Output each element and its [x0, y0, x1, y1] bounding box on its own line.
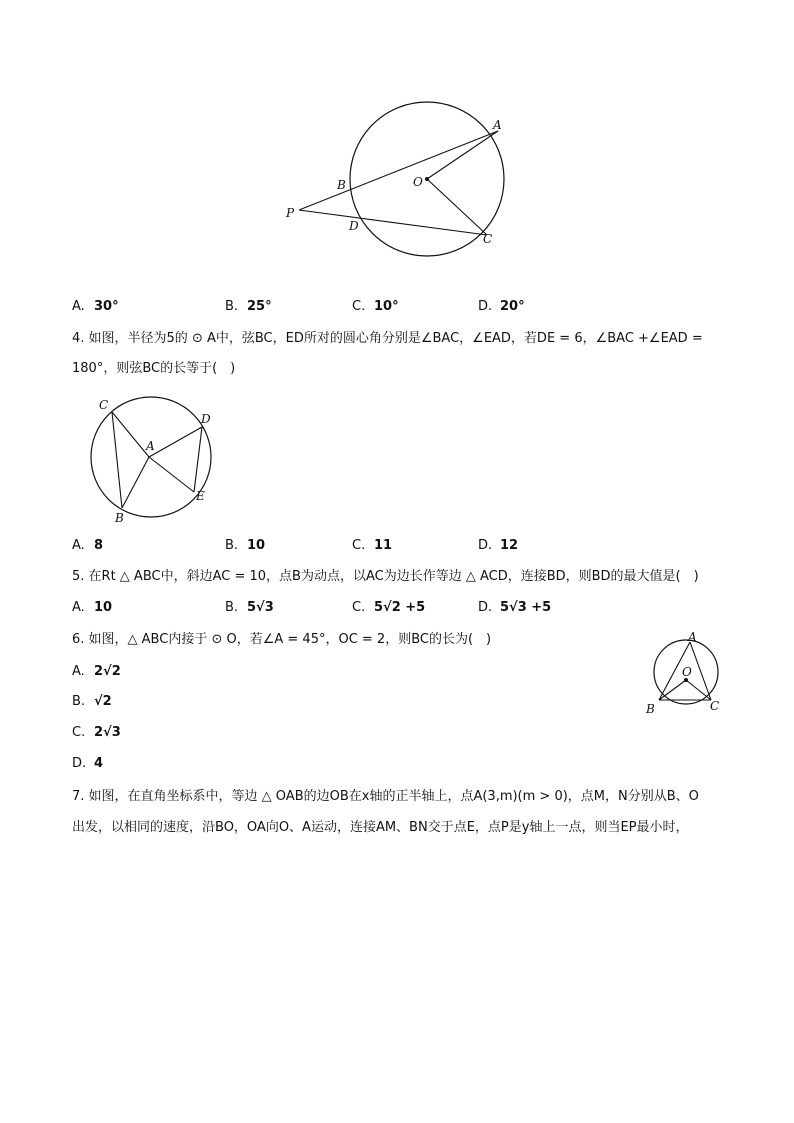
label-a: A	[493, 118, 502, 132]
segment-ad	[149, 427, 202, 457]
figure-q3	[280, 95, 520, 265]
label-o: O	[413, 175, 423, 189]
q3-option-a: A. 30°	[72, 299, 119, 314]
q3-option-c: C. 10°	[352, 299, 399, 314]
segment-cb	[112, 412, 122, 508]
label-a: A	[146, 439, 155, 453]
segment-pa	[299, 131, 498, 210]
label-p: P	[286, 206, 295, 220]
q4-option-a: A. 8	[72, 538, 104, 553]
figure-q4	[82, 395, 222, 530]
q4-line-1: 4. 如图，半径为5的 ⊙ A中，弦BC，ED所对的圆心角分别是∠BAC，∠EAD，若DE = 6，∠BAC +∠EAD =	[72, 331, 703, 346]
label-e: E	[196, 489, 205, 503]
q5-option-d: D. 5√3 +5	[478, 600, 552, 615]
segment-ac	[112, 412, 149, 457]
segment-pc	[299, 210, 487, 235]
label-c: C	[483, 232, 493, 246]
q5-option-a: A. 10	[72, 600, 113, 615]
q5-option-b: B. 5√3	[225, 600, 274, 615]
q6-line-1: 6. 如图，△ ABC内接于 ⊙ O，若∠A = 45°，OC = 2，则BC的长为( )	[72, 632, 492, 647]
q5-option-c: C. 5√2 +5	[352, 600, 426, 615]
q3-option-b: B. 25°	[225, 299, 272, 314]
segment-ae	[149, 457, 194, 492]
q7-line-1: 7. 如图，在直角坐标系中，等边 △ OAB的边OB在x轴的正半轴上，点A(3,m)(m > 0)，点M，N分别从B、O	[72, 789, 699, 804]
label-o: O	[682, 665, 692, 679]
label-c: C	[99, 398, 109, 412]
label-a: A	[688, 632, 697, 644]
q4-option-d: D. 12	[478, 538, 519, 553]
q7-line-2: 出发，以相同的速度，沿BO，OA向O、A运动，连接AM、BN交于点E，点P是y轴上一点，则当EP最小时，	[72, 820, 689, 835]
segment-ob	[659, 680, 686, 700]
segment-de	[194, 427, 202, 492]
circle-q4	[91, 397, 211, 517]
label-b: B	[646, 702, 655, 716]
center-dot-o	[425, 177, 429, 181]
label-c: C	[710, 699, 720, 713]
figure-q6	[640, 632, 730, 720]
q3-option-d: D. 20°	[478, 299, 525, 314]
q6-option-c: C. 2√3	[72, 725, 121, 740]
q4-line-2: 180°，则弦BC的长等于( )	[72, 361, 236, 376]
q6-option-d: D. 4	[72, 756, 104, 771]
label-b: B	[337, 178, 346, 192]
q6-option-b: B. √2	[72, 694, 112, 709]
label-b: B	[115, 511, 124, 525]
q4-option-c: C. 11	[352, 538, 393, 553]
q4-option-b: B. 10	[225, 538, 266, 553]
segment-ab	[122, 457, 149, 508]
label-d: D	[201, 412, 211, 426]
segment-oc	[427, 179, 487, 235]
q5-line-1: 5. 在Rt △ ABC中，斜边AC = 10，点B为动点，以AC为边长作等边 △ ACD，连接BD，则BD的最大值是( )	[72, 569, 699, 584]
label-d: D	[349, 219, 359, 233]
q6-option-a: A. 2√2	[72, 664, 121, 679]
